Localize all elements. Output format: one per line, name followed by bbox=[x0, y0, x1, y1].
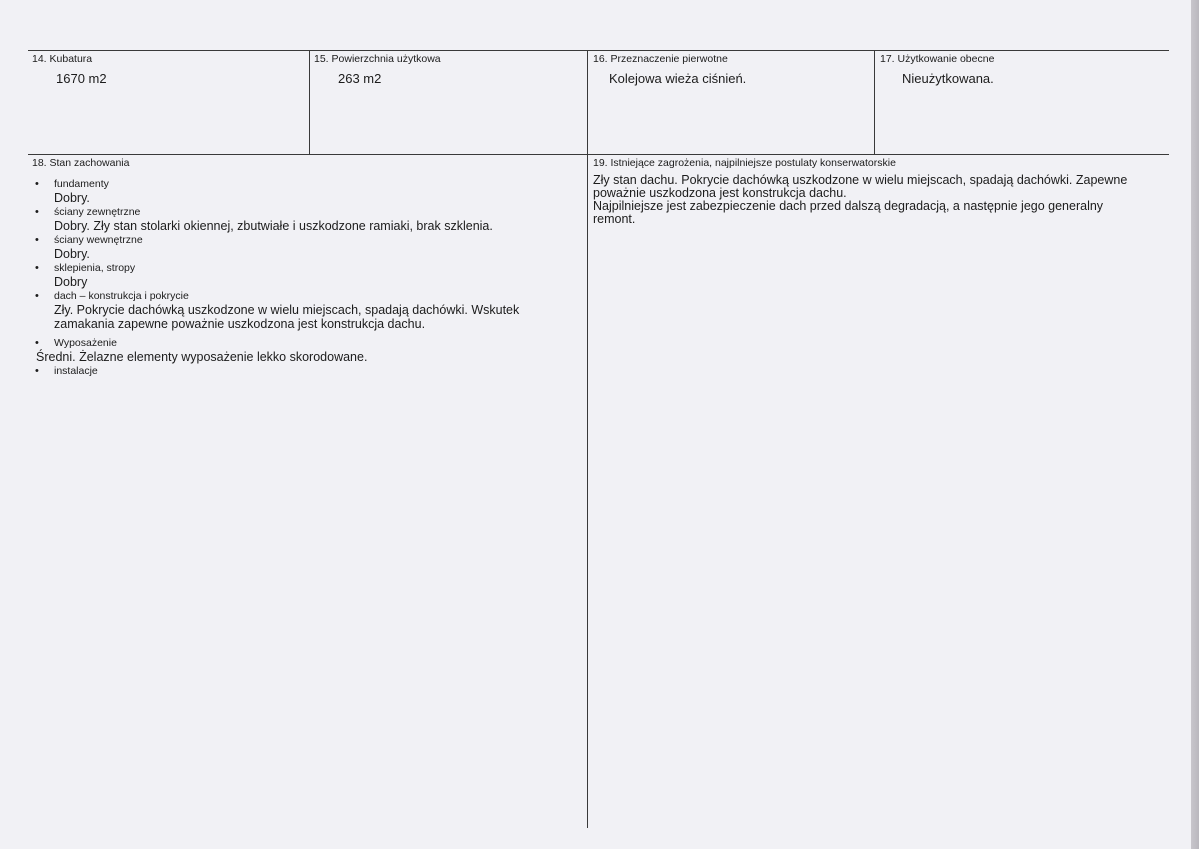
item-label: dach – konstrukcja i pokrycie bbox=[54, 290, 189, 302]
list-item bbox=[36, 262, 546, 289]
list-item bbox=[36, 337, 546, 364]
bullet: • bbox=[35, 365, 39, 377]
bullet: • bbox=[35, 178, 39, 190]
powierzchnia-label: 15. Powierzchnia użytkowa bbox=[314, 53, 441, 65]
list-item bbox=[36, 365, 546, 378]
list-item bbox=[36, 206, 546, 233]
stan-zachowania-list bbox=[36, 178, 546, 379]
item-text: Dobry. bbox=[54, 191, 90, 205]
bullet: • bbox=[35, 234, 39, 246]
item-label: ściany wewnętrzne bbox=[54, 234, 143, 246]
item-label: instalacje bbox=[54, 365, 98, 377]
divider-16-17 bbox=[874, 50, 875, 154]
item-label: ściany zewnętrzne bbox=[54, 206, 141, 218]
item-label: sklepienia, stropy bbox=[54, 262, 136, 274]
zagrozenia-line: poważnie uszkodzona jest konstrukcja dachu. bbox=[593, 186, 847, 200]
bullet: • bbox=[35, 262, 39, 274]
item-text: Dobry. Zły stan stolarki okiennej, zbutwiałe i uszkodzone ramiaki, brak szklenia. bbox=[54, 219, 493, 233]
przeznaczenie-value: Kolejowa wieża ciśnień. bbox=[609, 71, 747, 86]
list-item bbox=[36, 178, 546, 205]
middle-rule bbox=[28, 154, 1169, 155]
item-text: Dobry bbox=[54, 275, 88, 289]
item-text: Średni. Żelazne elementy wyposażenie lekko skorodowane. bbox=[36, 350, 368, 364]
stan-zachowania-label: 18. Stan zachowania bbox=[32, 157, 130, 169]
kubatura-label: 14. Kubatura bbox=[32, 53, 93, 65]
item-label: fundamenty bbox=[54, 178, 109, 190]
bullet: • bbox=[35, 206, 39, 218]
list-item bbox=[36, 290, 546, 331]
powierzchnia-value: 263 m2 bbox=[338, 71, 382, 86]
zagrozenia-line: Najpilniejsze jest zabezpieczenie dach przed dalszą degradacją, a następnie jego generalny bbox=[593, 199, 1104, 213]
bullet: • bbox=[35, 290, 39, 302]
zagrozenia-line: Zły stan dachu. Pokrycie dachówką uszkodzone w wielu miejscach, spadają dachówki. Zapewne bbox=[593, 173, 1128, 187]
przeznaczenie-label: 16. Przeznaczenie pierwotne bbox=[593, 53, 728, 65]
kubatura-value: 1670 m2 bbox=[56, 71, 107, 86]
zagrozenia-label: 19. Istniejące zagrożenia, najpilniejsze postulaty konserwatorskie bbox=[593, 157, 896, 169]
zagrozenia-text bbox=[593, 174, 1173, 226]
zagrozenia-line: remont. bbox=[593, 212, 636, 226]
item-text: Dobry. bbox=[54, 247, 90, 261]
page-edge bbox=[1191, 0, 1199, 849]
item-label: Wyposażenie bbox=[54, 337, 117, 349]
item-text: Zły. Pokrycie dachówką uszkodzone w wielu miejscach, spadają dachówki. Wskutek zamakania zapewne poważnie uszkodzona jest konstrukcja dachu. bbox=[54, 303, 520, 331]
uzytkowanie-label: 17. Użytkowanie obecne bbox=[880, 53, 995, 65]
uzytkowanie-value: Nieużytkowana. bbox=[902, 71, 994, 86]
list-item bbox=[36, 234, 546, 261]
bullet: • bbox=[35, 337, 39, 349]
divider-14-15 bbox=[309, 50, 310, 154]
center-divider bbox=[587, 50, 588, 828]
top-rule bbox=[28, 50, 1169, 51]
